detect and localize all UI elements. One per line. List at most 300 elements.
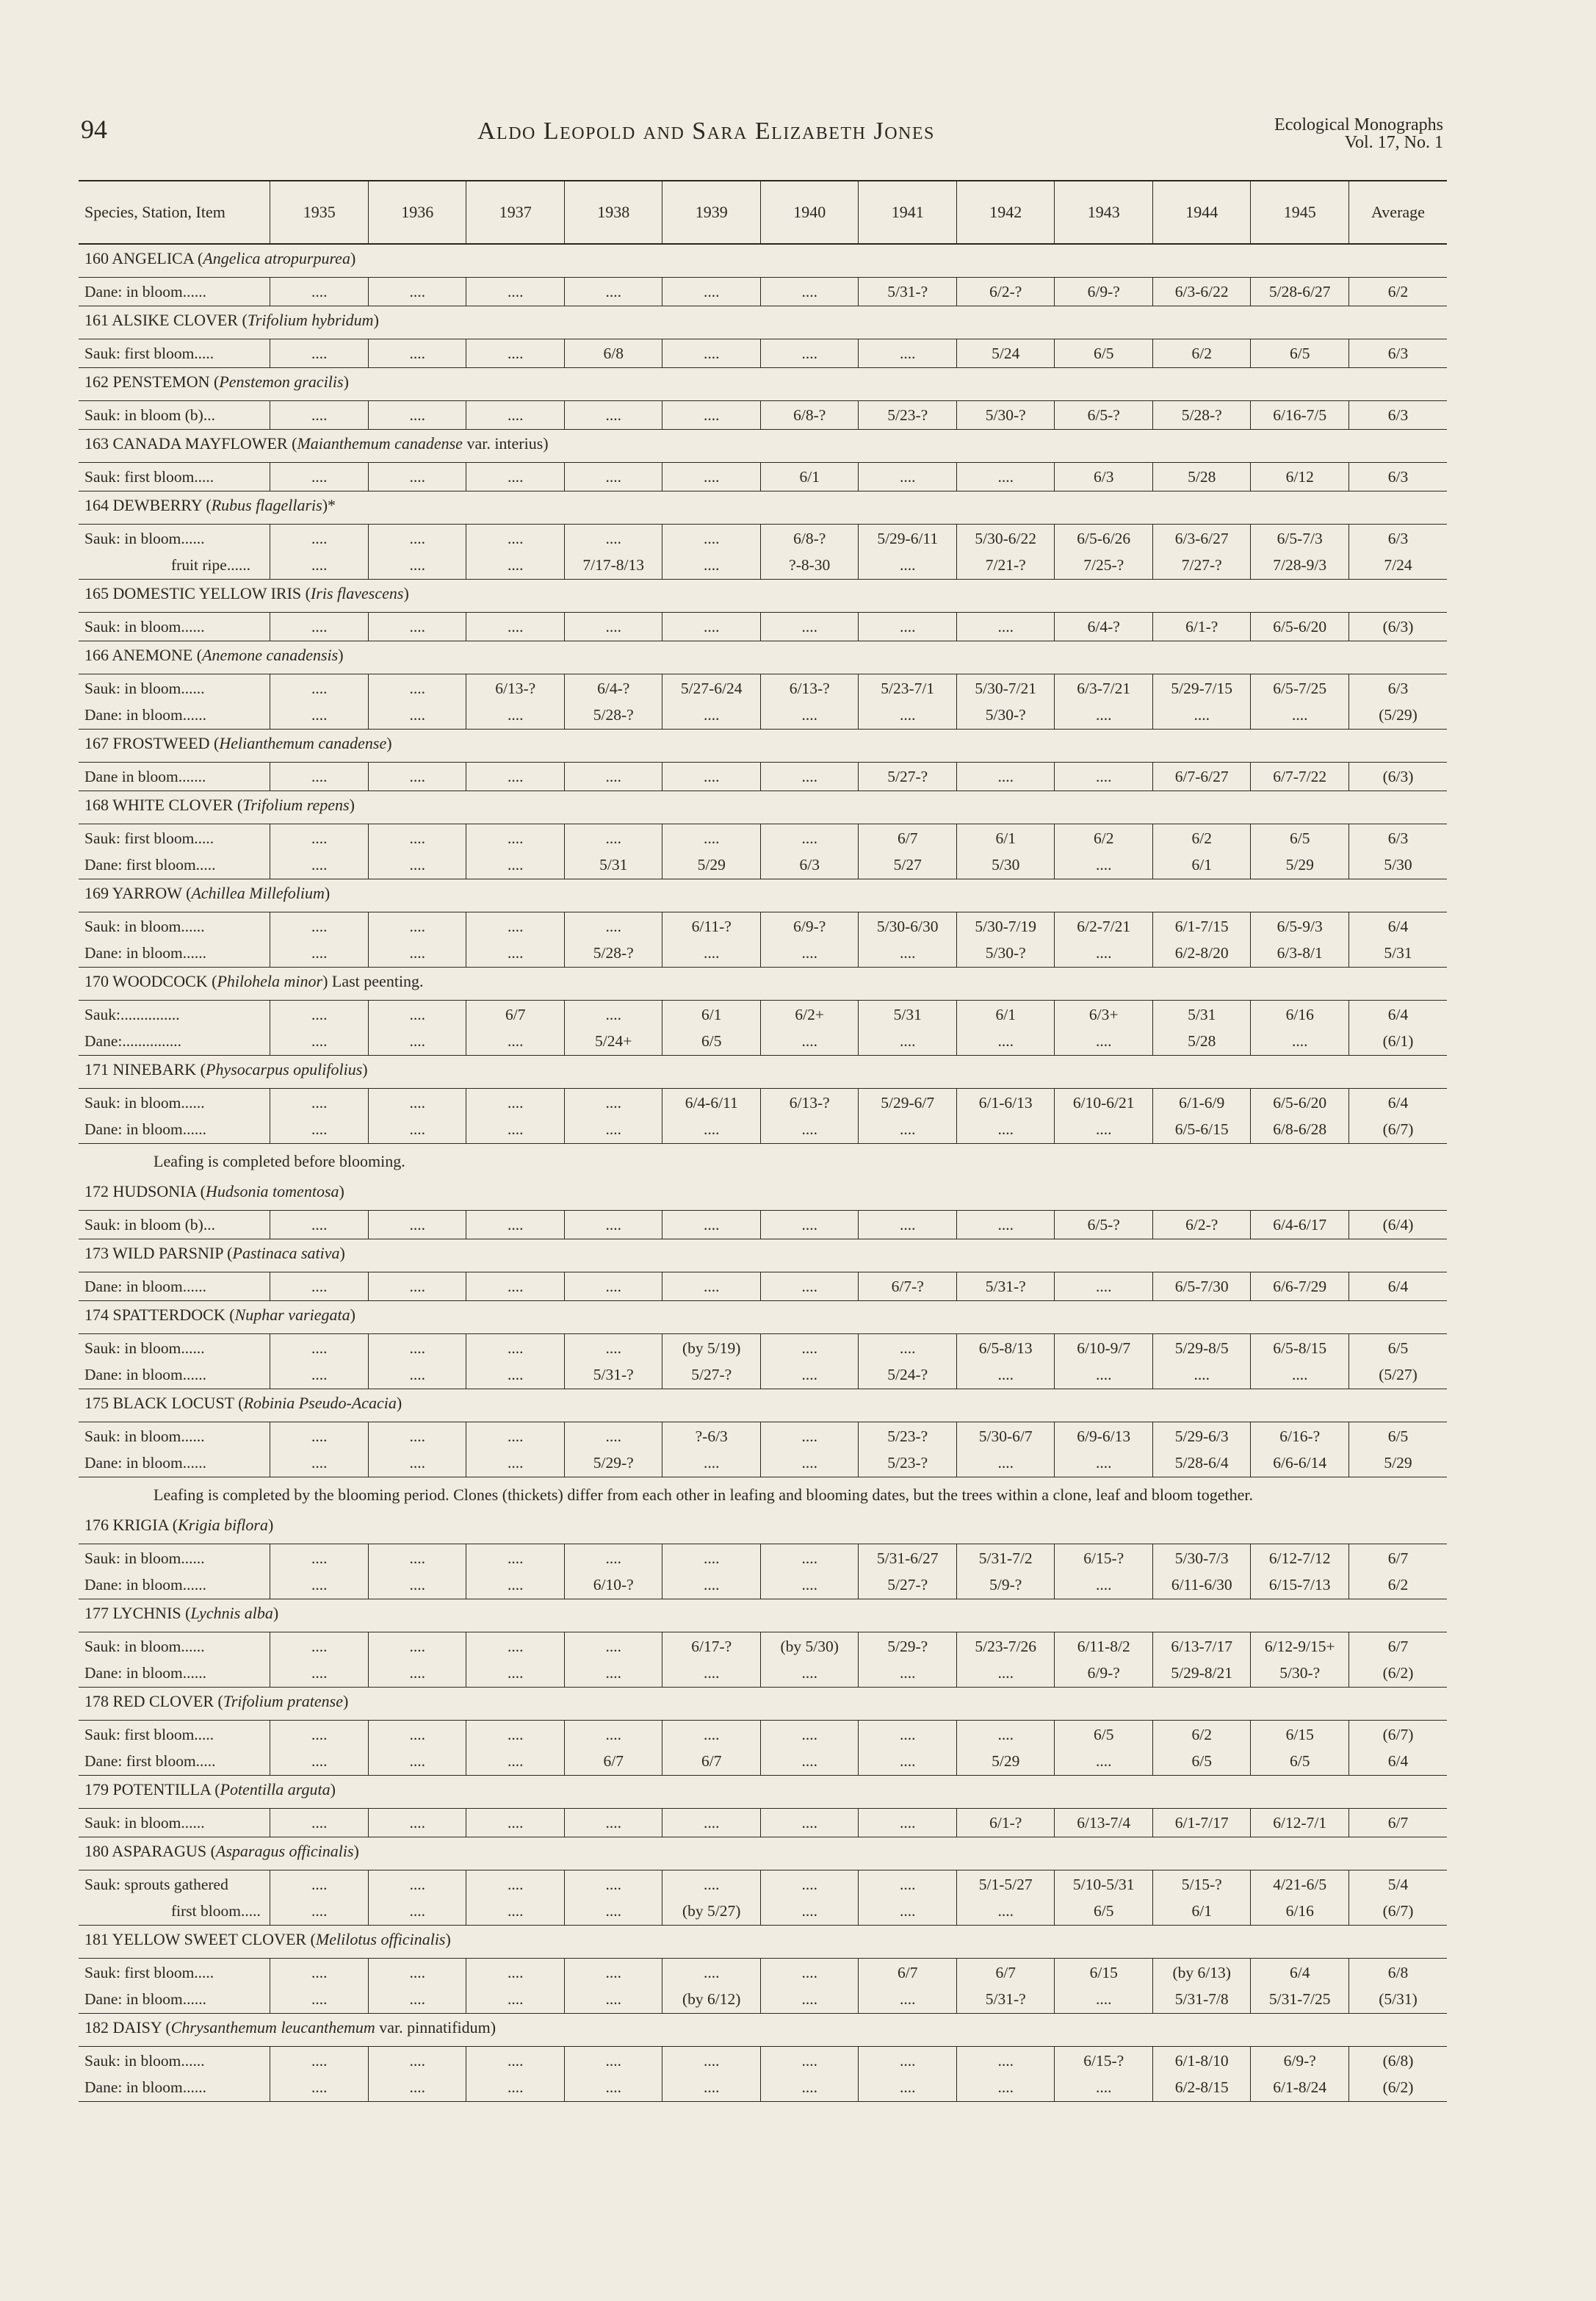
species-heading <box>79 1599 1447 1632</box>
running-title: Aldo Leopold and Sara Elizabeth Jones <box>477 118 935 145</box>
table-cell: (5/31) <box>1379 1990 1418 2008</box>
table-cell: .... <box>1095 768 1112 785</box>
year-cell <box>368 1089 466 1144</box>
year-cell <box>760 763 859 791</box>
year-cell <box>466 1870 565 1926</box>
table-cell: .... <box>703 1964 720 1981</box>
year-cell <box>1152 763 1251 791</box>
species-latin-name: Robinia Pseudo-Acacia <box>243 1394 397 1412</box>
row-label-cell <box>79 1632 270 1688</box>
row-label-cell <box>79 1001 270 1056</box>
table-cell: .... <box>507 1216 524 1234</box>
table-cell: 6/5 <box>1289 829 1310 847</box>
average-cell <box>1348 2047 1447 2102</box>
table-cell: .... <box>507 406 524 424</box>
year-cell <box>859 1809 957 1837</box>
year-cell <box>956 763 1055 791</box>
year-cell <box>564 525 662 580</box>
table-cell: 6/11-8/2 <box>1077 1638 1130 1655</box>
table-cell: .... <box>605 1814 621 1832</box>
table-cell: .... <box>409 1094 425 1112</box>
table-cell: 6/15-7/13 <box>1268 1576 1331 1594</box>
table-cell: 5/30-7/19 <box>975 918 1037 935</box>
year-cell <box>859 674 957 730</box>
table-cell: 5/30-? <box>1279 1664 1321 1682</box>
table-cell: .... <box>899 1120 916 1138</box>
table-cell: 6/6-7/29 <box>1273 1278 1327 1295</box>
row-label-cell <box>79 2047 270 2102</box>
table-cell: .... <box>507 2078 524 2096</box>
table-cell: .... <box>507 1339 524 1357</box>
year-cell <box>859 1211 957 1239</box>
table-cell: 6/4 <box>1289 1964 1310 1981</box>
species-common-name: 173 WILD PARSNIP ( <box>84 1244 233 1262</box>
table-cell: .... <box>409 556 425 574</box>
species-latin-name: Hudsonia tomentosa <box>206 1182 339 1200</box>
table-cell: .... <box>311 1876 328 1893</box>
table-cell: .... <box>311 1990 328 2008</box>
species-latin-name: Trifolium repens <box>242 796 350 814</box>
species-common-name: 178 RED CLOVER ( <box>84 1692 223 1710</box>
species-data-row <box>79 1870 1447 1926</box>
year-cell <box>760 1544 859 1599</box>
table-cell: .... <box>703 829 720 847</box>
species-heading <box>79 1511 1447 1544</box>
year-cell <box>859 525 957 580</box>
year-cell <box>1251 1089 1349 1144</box>
table-cell: .... <box>997 1664 1014 1682</box>
row-label: Sauk: in bloom...... <box>84 530 205 547</box>
species-heading <box>79 1389 1447 1422</box>
table-cell: .... <box>311 918 328 935</box>
year-cell <box>1251 912 1349 968</box>
table-cell: 5/31-7/25 <box>1268 1990 1331 2008</box>
year-cell <box>1055 525 1153 580</box>
species-common-name: 176 KRIGIA ( <box>84 1516 178 1534</box>
year-cell <box>368 1422 466 1477</box>
row-label-cell <box>79 1422 270 1477</box>
year-cell <box>956 2047 1055 2102</box>
table-cell: .... <box>703 1664 720 1682</box>
year-cell <box>1152 2047 1251 2102</box>
year-cell <box>466 1544 565 1599</box>
table-cell: .... <box>409 1576 425 1594</box>
year-cell <box>859 463 957 491</box>
table-cell: 6/13-7/4 <box>1077 1814 1131 1832</box>
table-cell: 6/3 <box>1387 829 1409 847</box>
table-cell: .... <box>801 1427 817 1445</box>
year-cell <box>1152 613 1251 641</box>
table-cell: .... <box>997 2052 1014 2070</box>
species-heading-row <box>79 306 1447 339</box>
table-cell: .... <box>409 1876 425 1893</box>
table-cell: 5/28 <box>1188 468 1216 486</box>
species-heading-row <box>79 641 1447 674</box>
year-cell <box>956 1809 1055 1837</box>
table-cell: .... <box>409 1814 425 1832</box>
table-cell: 5/31-6/27 <box>876 1549 939 1567</box>
row-label: Sauk:............... <box>84 1006 180 1023</box>
year-cell <box>564 1001 662 1056</box>
table-cell: 6/15 <box>1089 1964 1118 1981</box>
year-cell <box>1251 1721 1349 1776</box>
year-cell <box>1152 1721 1251 1776</box>
table-cell: 6/1-6/13 <box>978 1094 1033 1112</box>
table-cell: (6/8) <box>1382 2052 1414 2070</box>
table-cell: .... <box>409 345 425 362</box>
table-cell: 6/13-7/17 <box>1171 1638 1233 1655</box>
table-cell: 6/1 <box>1191 856 1212 874</box>
row-label: Dane: in bloom...... <box>84 944 207 962</box>
table-cell: 7/24 <box>1384 556 1412 574</box>
table-cell: .... <box>605 1216 621 1234</box>
table-cell: .... <box>899 1990 916 2008</box>
table-cell: 6/2 <box>1191 1726 1212 1743</box>
species-heading-row <box>79 1301 1447 1334</box>
year-cell <box>1152 1544 1251 1599</box>
table-cell: 6/5 <box>1093 1902 1114 1920</box>
year-cell <box>1251 824 1349 879</box>
table-cell: 5/30-6/30 <box>876 918 939 935</box>
species-heading-tail: ) <box>350 249 356 267</box>
table-cell: 6/9-? <box>793 918 826 935</box>
table-cell: .... <box>801 768 817 785</box>
species-heading <box>79 1688 1447 1721</box>
table-cell: (by 6/13) <box>1172 1964 1231 1981</box>
year-cell <box>760 463 859 491</box>
species-common-name: 174 SPATTERDOCK ( <box>84 1306 235 1324</box>
table-cell: .... <box>703 944 720 962</box>
row-label-cell <box>79 1959 270 2014</box>
table-cell: .... <box>311 1664 328 1682</box>
year-cell <box>270 339 369 368</box>
year-cell <box>368 525 466 580</box>
year-cell <box>662 278 761 306</box>
table-cell: 6/7 <box>897 1964 918 1981</box>
table-cell: .... <box>703 768 720 785</box>
table-cell: .... <box>605 1427 621 1445</box>
year-cell <box>1152 1632 1251 1688</box>
row-label: Sauk: first bloom..... <box>84 829 214 847</box>
table-cell: .... <box>1095 706 1112 724</box>
column-header: 1939 <box>662 181 761 244</box>
table-cell: 5/27-? <box>691 1366 732 1383</box>
table-cell: .... <box>409 1032 425 1050</box>
species-heading-row <box>79 1688 1447 1721</box>
year-cell <box>760 613 859 641</box>
year-cell <box>662 912 761 968</box>
table-cell: .... <box>801 2052 817 2070</box>
year-cell <box>564 613 662 641</box>
year-cell <box>956 339 1055 368</box>
table-cell: 6/11-? <box>691 918 732 935</box>
table-cell: .... <box>801 1876 817 1893</box>
table-cell: 5/30-6/22 <box>975 530 1037 547</box>
table-cell: .... <box>409 1664 425 1682</box>
table-cell: 6/5-8/13 <box>978 1339 1033 1357</box>
table-cell: .... <box>507 706 524 724</box>
table-cell: .... <box>801 1902 817 1920</box>
year-cell <box>859 401 957 430</box>
species-common-name: 168 WHITE CLOVER ( <box>84 796 243 814</box>
table-cell: .... <box>801 618 817 635</box>
table-cell: .... <box>899 556 916 574</box>
table-cell: 5/15-? <box>1181 1876 1222 1893</box>
table-cell: .... <box>507 1902 524 1920</box>
column-header: 1945 <box>1251 181 1349 244</box>
species-heading-tail: ) <box>343 1692 349 1710</box>
table-cell: 6/8-? <box>793 530 826 547</box>
table-cell: 6/10-? <box>593 1576 634 1594</box>
species-latin-name: Penstemon gracilis <box>219 372 344 391</box>
table-cell: .... <box>703 1454 720 1472</box>
table-cell: .... <box>311 829 328 847</box>
year-cell <box>662 674 761 730</box>
species-common-name: 161 ALSIKE CLOVER ( <box>84 311 248 329</box>
species-heading <box>79 580 1447 613</box>
table-cell: .... <box>409 1990 425 2008</box>
year-cell <box>760 1272 859 1301</box>
table-cell: 6/15-? <box>1083 2052 1124 2070</box>
table-cell: 5/24-? <box>887 1366 928 1383</box>
table-cell: 5/30-7/3 <box>1174 1549 1229 1567</box>
species-data-row <box>79 1959 1447 2014</box>
year-cell <box>859 613 957 641</box>
table-cell: 5/29-? <box>593 1454 634 1472</box>
species-heading <box>79 1056 1447 1089</box>
row-label-cell <box>79 1870 270 1926</box>
row-label: Sauk: in bloom...... <box>84 2052 205 2070</box>
table-cell: .... <box>801 944 817 962</box>
species-common-name: 175 BLACK LOCUST ( <box>84 1394 244 1412</box>
species-heading-row <box>79 1511 1447 1544</box>
year-cell <box>1251 1870 1349 1926</box>
year-cell <box>1251 674 1349 730</box>
year-cell <box>270 1334 369 1389</box>
year-cell <box>1055 1721 1153 1776</box>
year-cell <box>270 278 369 306</box>
year-cell <box>760 674 859 730</box>
table-cell: .... <box>311 1638 328 1655</box>
row-label-cell <box>79 613 270 641</box>
row-label: Dane: in bloom...... <box>84 1366 207 1383</box>
table-cell: 6/3-6/27 <box>1174 530 1229 547</box>
table-cell: .... <box>311 530 328 547</box>
table-cell: 6/6-6/14 <box>1273 1454 1327 1472</box>
row-label-cell <box>79 1334 270 1389</box>
year-cell <box>368 824 466 879</box>
table-cell: 6/5 <box>701 1032 722 1050</box>
year-cell <box>368 1809 466 1837</box>
table-cell: 5/31-? <box>985 1278 1026 1295</box>
year-cell <box>760 912 859 968</box>
table-cell: .... <box>899 1216 916 1234</box>
table-cell: 6/16-? <box>1279 1427 1321 1445</box>
table-cell: .... <box>1095 1120 1112 1138</box>
table-cell: .... <box>409 1006 425 1023</box>
row-label-cell <box>79 1809 270 1837</box>
species-heading-row <box>79 1389 1447 1422</box>
table-cell: .... <box>507 1549 524 1567</box>
table-cell: 6/7-6/27 <box>1174 768 1229 785</box>
table-cell: .... <box>507 1638 524 1655</box>
species-common-name: 160 ANGELICA ( <box>84 249 203 267</box>
table-cell: 6/7 <box>603 1752 624 1770</box>
row-label-cell <box>79 525 270 580</box>
table-cell: 6/5-6/26 <box>1077 530 1131 547</box>
year-cell <box>760 1632 859 1688</box>
table-cell: 6/1-? <box>1185 618 1218 635</box>
table-cell: 5/30-6/7 <box>978 1427 1033 1445</box>
table-cell: .... <box>801 283 817 300</box>
table-cell: 5/28-? <box>1181 406 1222 424</box>
table-cell: 6/3 <box>799 856 820 874</box>
table-cell: 5/23-7/26 <box>975 1638 1037 1655</box>
table-cell: .... <box>899 1752 916 1770</box>
species-heading-row <box>79 368 1447 401</box>
year-cell <box>760 2047 859 2102</box>
table-cell: .... <box>311 680 328 697</box>
table-cell: 6/4-? <box>1087 618 1120 635</box>
species-data-row <box>79 613 1447 641</box>
year-cell <box>466 613 565 641</box>
year-cell <box>1152 525 1251 580</box>
table-cell: 6/7 <box>995 1964 1016 1981</box>
species-heading <box>79 491 1447 525</box>
year-cell <box>956 1211 1055 1239</box>
species-heading-tail: ) <box>324 884 331 902</box>
year-cell <box>662 1809 761 1837</box>
table-cell: 5/23-? <box>887 406 928 424</box>
table-cell: .... <box>311 1902 328 1920</box>
species-latin-name: Nuphar variegata <box>234 1306 350 1324</box>
species-heading-tail: )* <box>322 496 336 514</box>
table-cell: 6/5 <box>1387 1427 1409 1445</box>
table-cell: 6/2-8/15 <box>1174 2078 1229 2096</box>
table-cell: .... <box>311 1094 328 1112</box>
species-latin-name: Helianthemum canadense <box>219 734 387 752</box>
species-heading <box>79 1301 1447 1334</box>
table-cell: .... <box>801 1339 817 1357</box>
table-cell: .... <box>703 345 720 362</box>
table-cell: .... <box>997 1120 1014 1138</box>
average-cell <box>1348 525 1447 580</box>
average-cell <box>1348 1211 1447 1239</box>
table-cell: 6/5-6/20 <box>1273 1094 1327 1112</box>
year-cell <box>564 339 662 368</box>
table-cell: .... <box>801 1032 817 1050</box>
species-latin-name: Potentilla arguta <box>220 1780 331 1798</box>
table-cell: .... <box>409 1339 425 1357</box>
table-cell: .... <box>703 406 720 424</box>
species-data-row <box>79 278 1447 306</box>
table-cell: .... <box>605 768 621 785</box>
species-common-name: 162 PENSTEMON ( <box>84 372 220 391</box>
year-cell <box>662 1334 761 1389</box>
table-cell: .... <box>801 1366 817 1383</box>
year-cell <box>956 401 1055 430</box>
table-cell: 5/29-8/5 <box>1174 1339 1229 1357</box>
species-data-row <box>79 1001 1447 1056</box>
row-label: Sauk: in bloom (b)... <box>84 406 215 424</box>
year-cell <box>564 1721 662 1776</box>
table-cell: 5/29 <box>1285 856 1314 874</box>
table-cell: 6/4-6/17 <box>1273 1216 1327 1234</box>
year-cell <box>859 2047 957 2102</box>
table-cell: 6/3 <box>1387 406 1409 424</box>
table-cell: (by 5/19) <box>682 1339 741 1357</box>
species-heading <box>79 641 1447 674</box>
table-cell: .... <box>507 556 524 574</box>
table-cell: .... <box>507 944 524 962</box>
table-cell: 6/5 <box>1289 1752 1310 1770</box>
year-cell <box>662 463 761 491</box>
year-cell <box>662 1422 761 1477</box>
year-cell <box>1251 1272 1349 1301</box>
year-cell <box>466 1632 565 1688</box>
row-label: Sauk: first bloom..... <box>84 1726 214 1743</box>
table-cell: .... <box>703 706 720 724</box>
year-cell <box>270 613 369 641</box>
year-cell <box>662 1959 761 2014</box>
year-cell <box>466 1001 565 1056</box>
species-heading-tail: ) <box>339 1182 344 1200</box>
row-label: Dane: in bloom...... <box>84 706 207 724</box>
table-cell: 5/30 <box>992 856 1020 874</box>
table-cell: 6/4 <box>1387 1278 1409 1295</box>
table-cell: .... <box>311 1366 328 1383</box>
journal-info <box>1274 116 1443 151</box>
year-cell <box>956 1632 1055 1688</box>
table-cell: .... <box>997 1032 1014 1050</box>
table-cell: .... <box>703 1576 720 1594</box>
species-latin-name: Maianthemum canadense <box>297 434 463 453</box>
table-cell: .... <box>605 283 621 300</box>
table-cell: .... <box>703 1216 720 1234</box>
species-latin-name: Angelica atropurpurea <box>203 249 350 267</box>
table-cell: 6/5-? <box>1087 406 1120 424</box>
table-cell: 5/29-7/15 <box>1171 680 1233 697</box>
table-cell: 6/16 <box>1285 1902 1314 1920</box>
table-cell: 6/9-? <box>1087 283 1120 300</box>
table-cell: .... <box>605 1278 621 1295</box>
table-header-row <box>79 181 1447 244</box>
species-heading <box>79 306 1447 339</box>
species-heading-row <box>79 2014 1447 2047</box>
year-cell <box>466 401 565 430</box>
table-cell: 6/12 <box>1285 468 1314 486</box>
table-cell: .... <box>311 2078 328 2096</box>
table-cell: .... <box>409 1726 425 1743</box>
species-heading <box>79 1926 1447 1959</box>
year-cell <box>760 1001 859 1056</box>
species-heading <box>79 430 1447 463</box>
species-data-row <box>79 1632 1447 1688</box>
table-cell: 5/27-6/24 <box>680 680 743 697</box>
row-label-cell <box>79 278 270 306</box>
page-number: 94 <box>81 115 107 144</box>
table-cell: .... <box>605 1549 621 1567</box>
species-latin-name: Chrysanthemum leucanthemum <box>170 2018 375 2037</box>
year-cell <box>859 1272 957 1301</box>
table-cell: .... <box>1095 944 1112 962</box>
year-cell <box>466 674 565 730</box>
year-cell <box>859 1721 957 1776</box>
species-data-row <box>79 1089 1447 1144</box>
table-cell: 6/15-? <box>1083 1549 1124 1567</box>
row-label: Dane: in bloom...... <box>84 2078 207 2096</box>
table-cell: 7/17-8/13 <box>582 556 645 574</box>
